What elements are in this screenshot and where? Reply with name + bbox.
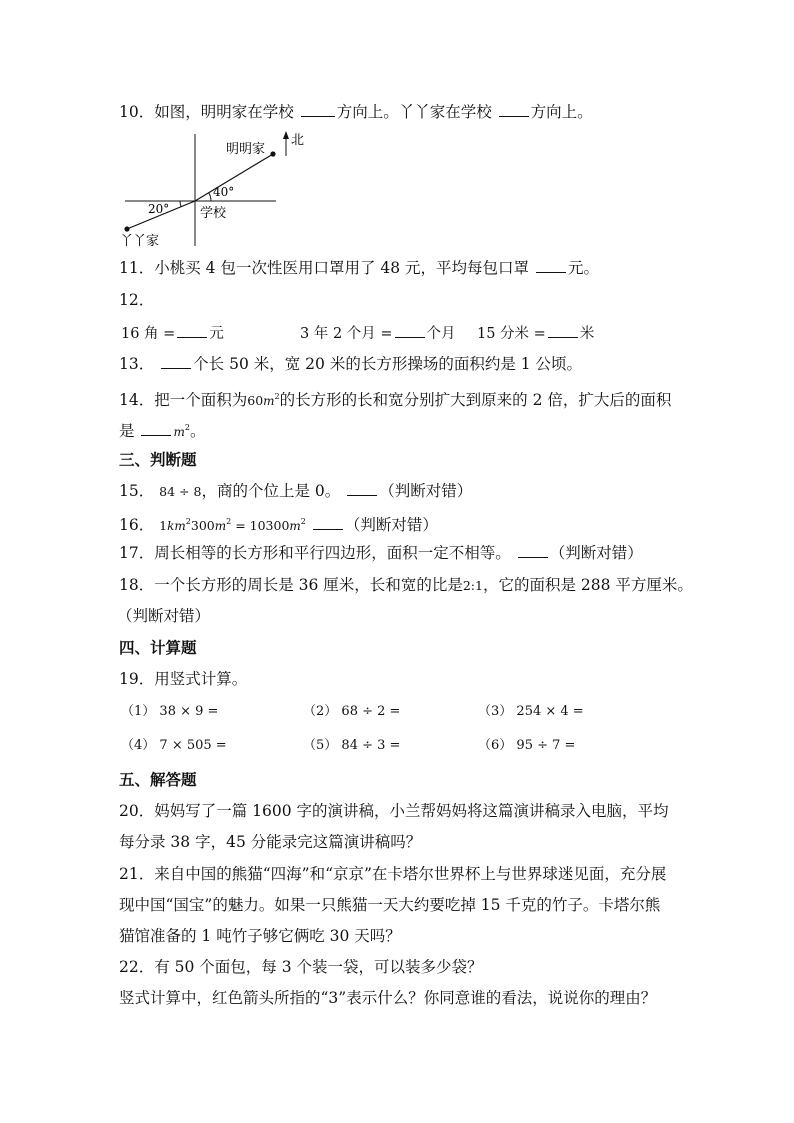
question-22-line-2: 竖式计算中，红色箭头所指的“3”表示什么？你同意谁的看法，说说你的理由？ [119, 989, 657, 1007]
q14-sup: 2 [274, 392, 280, 401]
q10-text-c: 方向上。 [530, 103, 593, 121]
yaya-dot [124, 226, 129, 231]
q14-text-a: 把一个面积为 [154, 391, 248, 410]
angle-arc-20 [180, 201, 181, 207]
q18-number: 18． [119, 576, 155, 594]
q19-item-2-expr: 68 ÷ 2 = [341, 704, 401, 719]
section-3-heading: 三、判断题 [119, 450, 197, 469]
q12-blank-1[interactable] [177, 323, 207, 338]
question-21-line-2: 现中国“国宝”的魅力。如果一只熊猫一天大约要吃掉 15 千克的竹子。卡塔尔熊 [119, 896, 661, 914]
q14-unit-m-2: m [173, 425, 185, 440]
q14-text-b: 的长方形的长和宽分别扩大到原来的 2 倍，扩大后的面积 [279, 391, 672, 410]
q13-text: 个长 50 米，宽 20 米的长方形操场的面积约是 1 公顷。 [193, 355, 583, 373]
q18-judge: （判断对错） [117, 607, 211, 625]
q16-math-b: 300 [190, 518, 215, 534]
label-school: 学校 [200, 206, 227, 221]
q22-line-1: 有 50 个面包，每 3 个装一袋，可以装多少袋？ [154, 958, 483, 976]
q14-text-c: 是 [119, 422, 135, 441]
q16-judge: （判断对错） [344, 516, 438, 535]
section-4-heading: 四、计算题 [119, 638, 197, 657]
q19-item-5 [303, 737, 400, 755]
question-20-line-2: 每分录 38 字，45 分能录完这篇演讲稿吗？ [119, 833, 422, 851]
q12-blank-3[interactable] [548, 323, 578, 338]
label-mingming: 明明家 [226, 142, 266, 157]
question-19 [119, 669, 247, 689]
label-40-degrees: 40° [213, 185, 235, 199]
q11-blank[interactable] [536, 258, 566, 273]
q19-item-6-expr: 95 ÷ 7 = [516, 738, 576, 753]
q18-text-a: 一个长方形的周长是 36 厘米，长和宽的比是 [154, 576, 463, 594]
q10-text-a: 如图，明明家在学校 [154, 103, 294, 121]
question-13 [119, 354, 582, 374]
q12-item-3 [477, 323, 594, 343]
q12-blank-2[interactable] [395, 323, 425, 338]
q14-blank[interactable] [141, 421, 171, 436]
q12-item-3-prefix: 15 分米 = [477, 326, 546, 342]
q17-text: 周长相等的长方形和平行四边形，面积一定不相等。 [154, 544, 511, 562]
question-20 [119, 801, 669, 821]
q14-number: 14． [119, 391, 155, 410]
q15-math: 84 ÷ 8 [159, 484, 202, 499]
q19-item-3 [478, 703, 584, 721]
q12-item-1-prefix: 16 角 = [121, 326, 176, 342]
q19-item-4 [121, 737, 227, 755]
q16-sup-2: 2 [226, 517, 232, 526]
q12-number: 12． [119, 291, 155, 309]
q19-item-1 [121, 703, 218, 721]
mingming-dot [270, 151, 275, 156]
q19-item-1-expr: 38 × 9 = [159, 704, 219, 719]
q16-sup-3: 2 [300, 517, 306, 526]
question-18-line-2 [117, 606, 210, 626]
q16-unit-m-2: m [289, 519, 301, 534]
q19-text: 用竖式计算。 [154, 670, 248, 688]
question-14-line-2 [119, 418, 205, 442]
q14-text-d: 。 [189, 422, 206, 441]
q16-math-c: = 10300 [231, 518, 290, 534]
q12-item-2-prefix: 3 年 2 个月 = [300, 326, 393, 342]
q17-number: 17． [119, 544, 155, 562]
question-22 [119, 957, 483, 977]
label-yaya: 丫丫家 [120, 234, 160, 249]
q15-blank[interactable] [347, 481, 377, 496]
q22-number: 22． [119, 958, 155, 976]
q21-line-1: 来自中国的熊猫“四海”和“京京”在卡塔尔世界杯上与世界球迷见面，充分展 [154, 865, 667, 883]
question-15 [119, 481, 472, 502]
section-5-heading: 五、解答题 [119, 770, 197, 789]
question-14 [119, 387, 671, 411]
q19-item-4-label: （4） [121, 738, 156, 753]
q19-item-2 [303, 703, 400, 721]
angle-arc-40 [209, 193, 211, 201]
q14-sup-2: 2 [184, 423, 190, 432]
q14-math-a: 60 [247, 393, 264, 409]
q21-number: 21． [119, 865, 155, 883]
q19-item-6-label: （6） [478, 738, 513, 753]
q16-number: 16． [119, 516, 155, 535]
q15-number: 15． [119, 482, 155, 500]
q20-number: 20． [119, 802, 155, 820]
q12-item-1 [121, 323, 224, 343]
q15-judge: （判断对错） [379, 482, 473, 500]
q19-item-3-expr: 254 × 4 = [516, 704, 584, 719]
q12-item-2 [300, 323, 456, 343]
q13-blank[interactable] [161, 354, 191, 369]
question-16 [119, 512, 438, 536]
q19-item-6 [478, 737, 575, 755]
q16-unit-km: km [167, 519, 186, 534]
q19-item-5-expr: 84 ÷ 3 = [341, 738, 401, 753]
q10-blank-1[interactable] [301, 102, 335, 117]
q16-sup-1: 2 [185, 517, 191, 526]
q15-text: ，商的个位上是 0。 [201, 482, 341, 500]
q16-unit-m-1: m [214, 519, 227, 534]
q12-item-2-unit: 个月 [426, 326, 456, 342]
q16-blank[interactable] [313, 515, 343, 530]
question-10 [119, 102, 593, 122]
q19-item-3-label: （3） [478, 704, 513, 719]
q19-number: 19． [119, 670, 155, 688]
q11-text-b: 元。 [567, 259, 599, 277]
q19-item-1-label: （1） [121, 704, 156, 719]
q19-item-4-expr: 7 × 505 = [159, 738, 227, 753]
q10-blank-2[interactable] [499, 102, 529, 117]
q12-item-1-unit: 元 [209, 326, 224, 342]
question-18 [119, 575, 693, 596]
label-20-degrees: 20° [148, 202, 170, 216]
north-arrow-icon [283, 131, 289, 139]
q17-judge: （判断对错） [549, 544, 643, 562]
label-north: 北 [291, 133, 305, 148]
q18-text-b: ，它的面积是 288 平方厘米。 [482, 576, 693, 594]
question-21 [119, 864, 666, 884]
q10-number: 10． [119, 103, 155, 121]
question-17 [119, 543, 643, 563]
q16-math-a: 1 [159, 518, 168, 534]
q10-text-b: 方向上。丫丫家在学校 [336, 103, 492, 121]
q11-text-a: 小桃买 4 包一次性医用口罩用了 48 元，平均每包口罩 [154, 259, 530, 277]
q18-ratio: 2:1 [462, 578, 483, 593]
question-12 [119, 290, 154, 310]
q12-item-3-unit: 米 [579, 326, 595, 342]
q19-item-5-label: （5） [303, 738, 338, 753]
q14-unit-m: m [263, 394, 275, 409]
q11-number: 11． [119, 259, 155, 277]
question-21-line-3: 猫馆准备的 1 吨竹子够它俩吃 30 天吗？ [119, 927, 401, 945]
q13-number: 13． [119, 355, 155, 373]
q10-direction-figure [118, 126, 318, 250]
q19-item-2-label: （2） [303, 704, 338, 719]
question-11 [119, 258, 599, 278]
q20-line-1: 妈妈写了一篇 1600 字的演讲稿，小兰帮妈妈将这篇演讲稿录入电脑，平均 [154, 802, 669, 820]
q17-blank[interactable] [518, 543, 548, 558]
